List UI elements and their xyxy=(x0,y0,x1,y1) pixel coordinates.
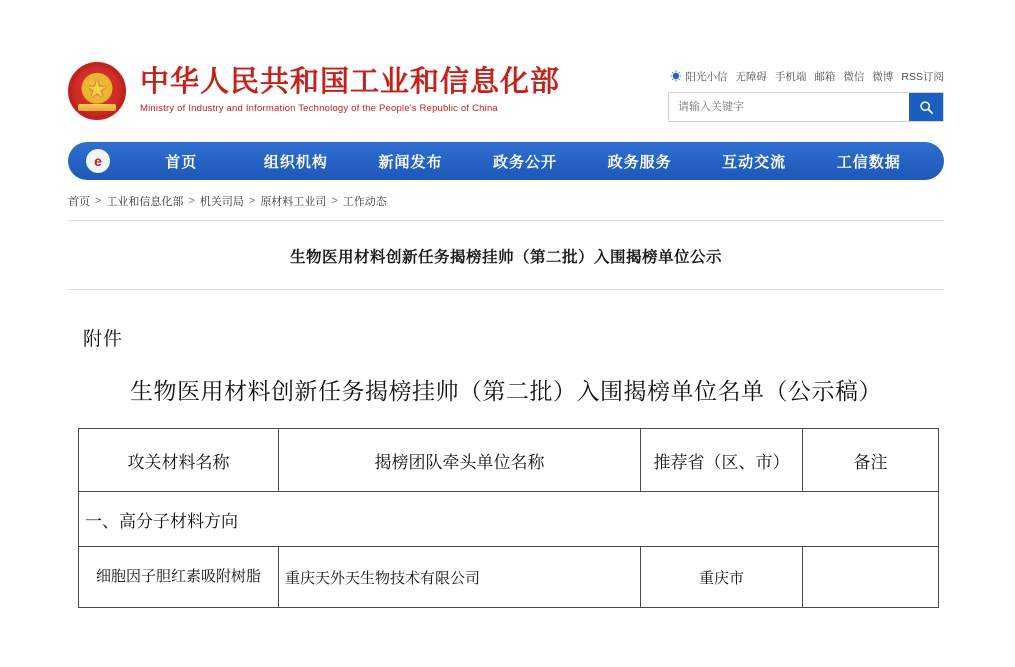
nav-item-interaction[interactable]: 互动交流 xyxy=(722,153,787,171)
title-divider xyxy=(68,289,944,290)
site-container xyxy=(68,52,944,608)
national-emblem-icon xyxy=(68,62,126,120)
header-right xyxy=(668,52,944,122)
column-header-material: 攻关材料名称 xyxy=(79,429,279,492)
cell-material: 细胞因子胆红素吸附树脂 xyxy=(79,547,279,608)
table-row xyxy=(79,547,939,608)
site-masthead xyxy=(68,52,944,136)
nav-item-government-services[interactable]: 政务服务 xyxy=(607,153,672,171)
sun-icon: ☀ xyxy=(670,71,682,83)
breadcrumb-separator: > xyxy=(188,195,195,207)
top-link-mail[interactable]: 邮箱 xyxy=(814,70,836,83)
brand-title-cn: 中华人民共和国工业和信息化部 xyxy=(140,66,561,99)
breadcrumb-item-raw-materials[interactable]: 原材料工业司 xyxy=(260,196,327,208)
breadcrumb-separator: > xyxy=(331,195,338,207)
table-section-row xyxy=(79,492,939,547)
main-nav xyxy=(68,142,944,180)
breadcrumb-separator: > xyxy=(95,195,102,207)
search-button[interactable] xyxy=(909,93,943,121)
cell-note xyxy=(803,547,939,608)
page-title: 生物医用材料创新任务揭榜挂帅（第二批）入围揭榜单位公示 xyxy=(289,249,722,266)
top-link-sunshine[interactable]: 阳光小信 xyxy=(685,70,728,83)
column-header-organization: 揭榜团队牵头单位名称 xyxy=(279,429,641,492)
miit-logo-icon: e xyxy=(86,149,110,173)
top-link-wechat[interactable]: 微信 xyxy=(843,70,865,83)
attachment-title: 生物医用材料创新任务揭榜挂帅（第二批）入围揭榜单位名单（公示稿） xyxy=(130,378,882,404)
nav-item-organization[interactable]: 组织机构 xyxy=(263,153,328,171)
breadcrumb-item-work-updates[interactable]: 工作动态 xyxy=(342,196,387,208)
breadcrumb-item-miit[interactable]: 工业和信息化部 xyxy=(106,196,184,208)
breadcrumb-item-home[interactable]: 首页 xyxy=(68,196,90,208)
attachment-label: 附件 xyxy=(83,329,124,350)
nav-item-home[interactable]: 首页 xyxy=(165,153,198,171)
table-header-row xyxy=(79,429,939,492)
breadcrumb-separator: > xyxy=(248,195,256,207)
nav-item-news[interactable]: 新闻发布 xyxy=(378,153,443,171)
cell-province: 重庆市 xyxy=(641,547,803,608)
search-input[interactable] xyxy=(669,93,909,121)
top-link-rss[interactable]: RSS订阅 xyxy=(901,70,944,83)
cell-organization: 重庆天外天生物技术有限公司 xyxy=(279,547,641,608)
nav-item-government-disclosure[interactable]: 政务公开 xyxy=(493,153,558,171)
column-header-province: 推荐省（区、市） xyxy=(641,429,803,492)
nav-item-industry-data[interactable]: 工信数据 xyxy=(836,153,901,171)
top-link-accessibility[interactable]: 无障碍 xyxy=(735,70,767,83)
search-icon xyxy=(919,100,934,115)
top-links xyxy=(668,68,944,84)
brand-title-en: Ministry of Industry and Information Technology of the People's Republic of China xyxy=(140,103,498,115)
unit-list-table xyxy=(78,428,939,608)
top-link-weibo[interactable]: 微博 xyxy=(872,70,894,83)
site-brand[interactable] xyxy=(68,52,560,120)
top-link-mobile[interactable]: 手机端 xyxy=(774,70,807,83)
column-header-note: 备注 xyxy=(803,429,939,492)
breadcrumb-divider xyxy=(68,220,944,221)
search-bar xyxy=(668,92,944,122)
section-label-polymer: 一、高分子材料方向 xyxy=(79,492,939,547)
breadcrumb xyxy=(68,193,944,209)
breadcrumb-item-departments[interactable]: 机关司局 xyxy=(199,196,244,208)
brand-text xyxy=(140,68,560,114)
